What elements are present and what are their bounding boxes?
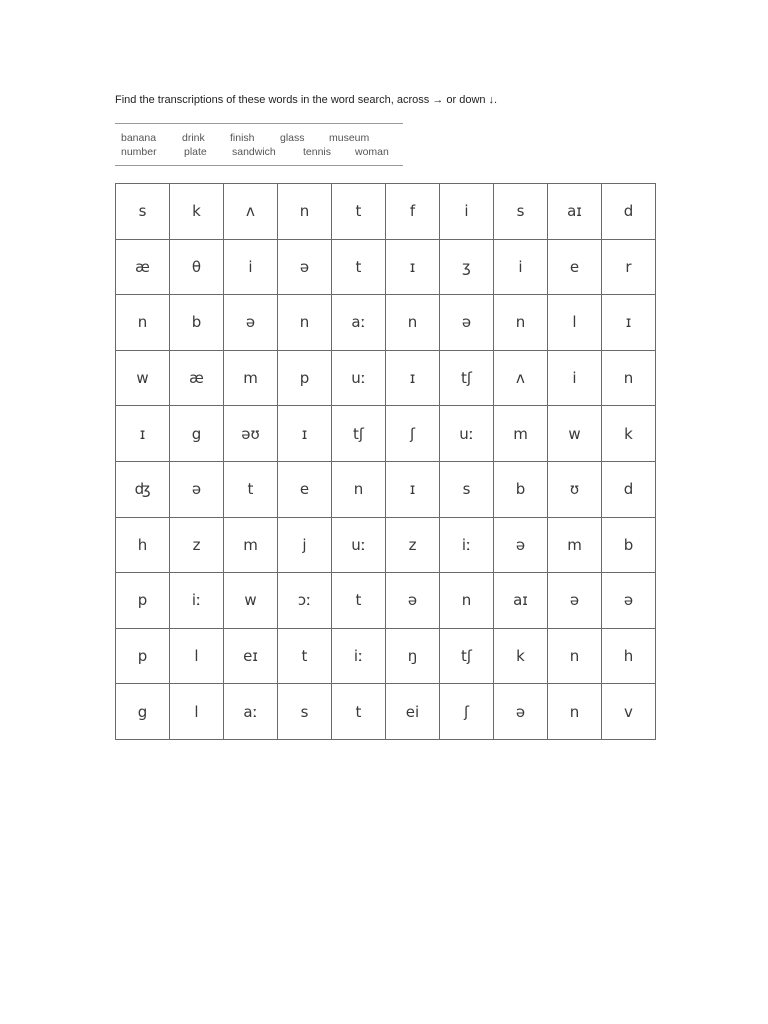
grid-cell: uː (440, 406, 494, 462)
grid-row (116, 684, 656, 740)
grid-cell: m (548, 517, 602, 573)
grid-cell: k (170, 184, 224, 240)
grid-cell: z (170, 517, 224, 573)
grid-cell: l (548, 295, 602, 351)
grid-cell: p (116, 628, 170, 684)
grid-cell: t (332, 573, 386, 629)
grid-cell: b (170, 295, 224, 351)
grid-cell: ə (548, 573, 602, 629)
grid-cell: d (602, 461, 656, 517)
grid-cell: n (548, 684, 602, 740)
grid-cell: k (602, 406, 656, 462)
word-item: number (121, 146, 157, 158)
grid-cell: ɪ (278, 406, 332, 462)
grid-cell: t (224, 461, 278, 517)
grid-cell: p (116, 573, 170, 629)
grid-cell: g (116, 684, 170, 740)
grid-cell: aː (332, 295, 386, 351)
word-item: finish (230, 132, 255, 144)
grid-cell: d (602, 184, 656, 240)
grid-cell: ə (224, 295, 278, 351)
word-search-grid (115, 183, 656, 740)
grid-cell: n (494, 295, 548, 351)
grid-cell: i (440, 184, 494, 240)
grid-cell: s (116, 184, 170, 240)
word-item: sandwich (232, 146, 276, 158)
grid-cell: tʃ (440, 628, 494, 684)
grid-cell: n (386, 295, 440, 351)
grid-cell: ə (494, 684, 548, 740)
grid-cell: ʃ (386, 406, 440, 462)
word-item: glass (280, 132, 305, 144)
word-list (115, 123, 403, 166)
grid-cell: z (386, 517, 440, 573)
grid-cell: h (602, 628, 656, 684)
grid-row (116, 239, 656, 295)
grid-cell: b (494, 461, 548, 517)
grid-cell: ʌ (224, 184, 278, 240)
grid-cell: i (224, 239, 278, 295)
grid-cell: ɪ (386, 239, 440, 295)
grid-cell: v (602, 684, 656, 740)
grid-row (116, 573, 656, 629)
grid-cell: i (494, 239, 548, 295)
grid-cell: w (116, 350, 170, 406)
word-item: woman (355, 146, 389, 158)
grid-cell: t (332, 239, 386, 295)
grid-cell: ɔː (278, 573, 332, 629)
grid-cell: p (278, 350, 332, 406)
grid-cell: m (224, 517, 278, 573)
grid-cell: ŋ (386, 628, 440, 684)
grid-cell: aː (224, 684, 278, 740)
grid-cell: ʌ (494, 350, 548, 406)
grid-cell: æ (116, 239, 170, 295)
grid-cell: ə (386, 573, 440, 629)
grid-cell: s (440, 461, 494, 517)
grid-cell: uː (332, 350, 386, 406)
grid-cell: iː (440, 517, 494, 573)
grid-cell: l (170, 684, 224, 740)
grid-cell: iː (332, 628, 386, 684)
grid-cell: n (332, 461, 386, 517)
grid-cell: ɪ (116, 406, 170, 462)
word-list-row (115, 132, 403, 146)
grid-cell: ə (440, 295, 494, 351)
grid-cell: k (494, 628, 548, 684)
grid-cell: m (494, 406, 548, 462)
grid-cell: w (548, 406, 602, 462)
grid-row (116, 406, 656, 462)
word-list-row (115, 146, 403, 160)
grid-cell: ɪ (602, 295, 656, 351)
grid-cell: ei (386, 684, 440, 740)
word-item: museum (329, 132, 370, 144)
grid-row (116, 461, 656, 517)
grid-cell: i (548, 350, 602, 406)
grid-row (116, 295, 656, 351)
grid-cell: tʃ (440, 350, 494, 406)
grid-cell: ɪ (386, 461, 440, 517)
grid-cell: n (548, 628, 602, 684)
grid-cell: s (278, 684, 332, 740)
grid-cell: n (440, 573, 494, 629)
grid-cell: ʤ (116, 461, 170, 517)
grid-cell: ə (494, 517, 548, 573)
grid-cell: tʃ (332, 406, 386, 462)
grid-cell: g (170, 406, 224, 462)
word-item: tennis (303, 146, 332, 158)
grid-cell: ʊ (548, 461, 602, 517)
grid-cell: m (224, 350, 278, 406)
grid-cell: ə (602, 573, 656, 629)
grid-cell: ɪ (386, 350, 440, 406)
grid-cell: eɪ (224, 628, 278, 684)
grid-cell: t (332, 184, 386, 240)
grid-cell: æ (170, 350, 224, 406)
grid-cell: r (602, 239, 656, 295)
grid-cell: b (602, 517, 656, 573)
grid-cell: uː (332, 517, 386, 573)
grid-cell: t (278, 628, 332, 684)
grid-cell: n (602, 350, 656, 406)
grid-row (116, 350, 656, 406)
grid-cell: ə (170, 461, 224, 517)
word-item: banana (121, 132, 157, 144)
grid-cell: iː (170, 573, 224, 629)
grid-cell: h (116, 517, 170, 573)
grid-cell: ə (278, 239, 332, 295)
grid-cell: j (278, 517, 332, 573)
grid-cell: θ (170, 239, 224, 295)
grid-cell: t (332, 684, 386, 740)
grid-row (116, 517, 656, 573)
grid-cell: n (116, 295, 170, 351)
grid-row (116, 628, 656, 684)
grid-cell: ʃ (440, 684, 494, 740)
word-item: plate (184, 146, 207, 158)
grid-cell: w (224, 573, 278, 629)
grid-cell: n (278, 184, 332, 240)
grid-cell: n (278, 295, 332, 351)
grid-cell: aɪ (548, 184, 602, 240)
grid-cell: ʒ (440, 239, 494, 295)
grid-cell: aɪ (494, 573, 548, 629)
grid-cell: s (494, 184, 548, 240)
grid-cell: əʊ (224, 406, 278, 462)
grid-cell: e (548, 239, 602, 295)
grid-row (116, 184, 656, 240)
instructions-text: Find the transcriptions of these words in the word search, across → or down ↓. (115, 94, 498, 106)
grid-cell: l (170, 628, 224, 684)
grid-cell: e (278, 461, 332, 517)
grid-cell: f (386, 184, 440, 240)
word-item: drink (182, 132, 205, 144)
